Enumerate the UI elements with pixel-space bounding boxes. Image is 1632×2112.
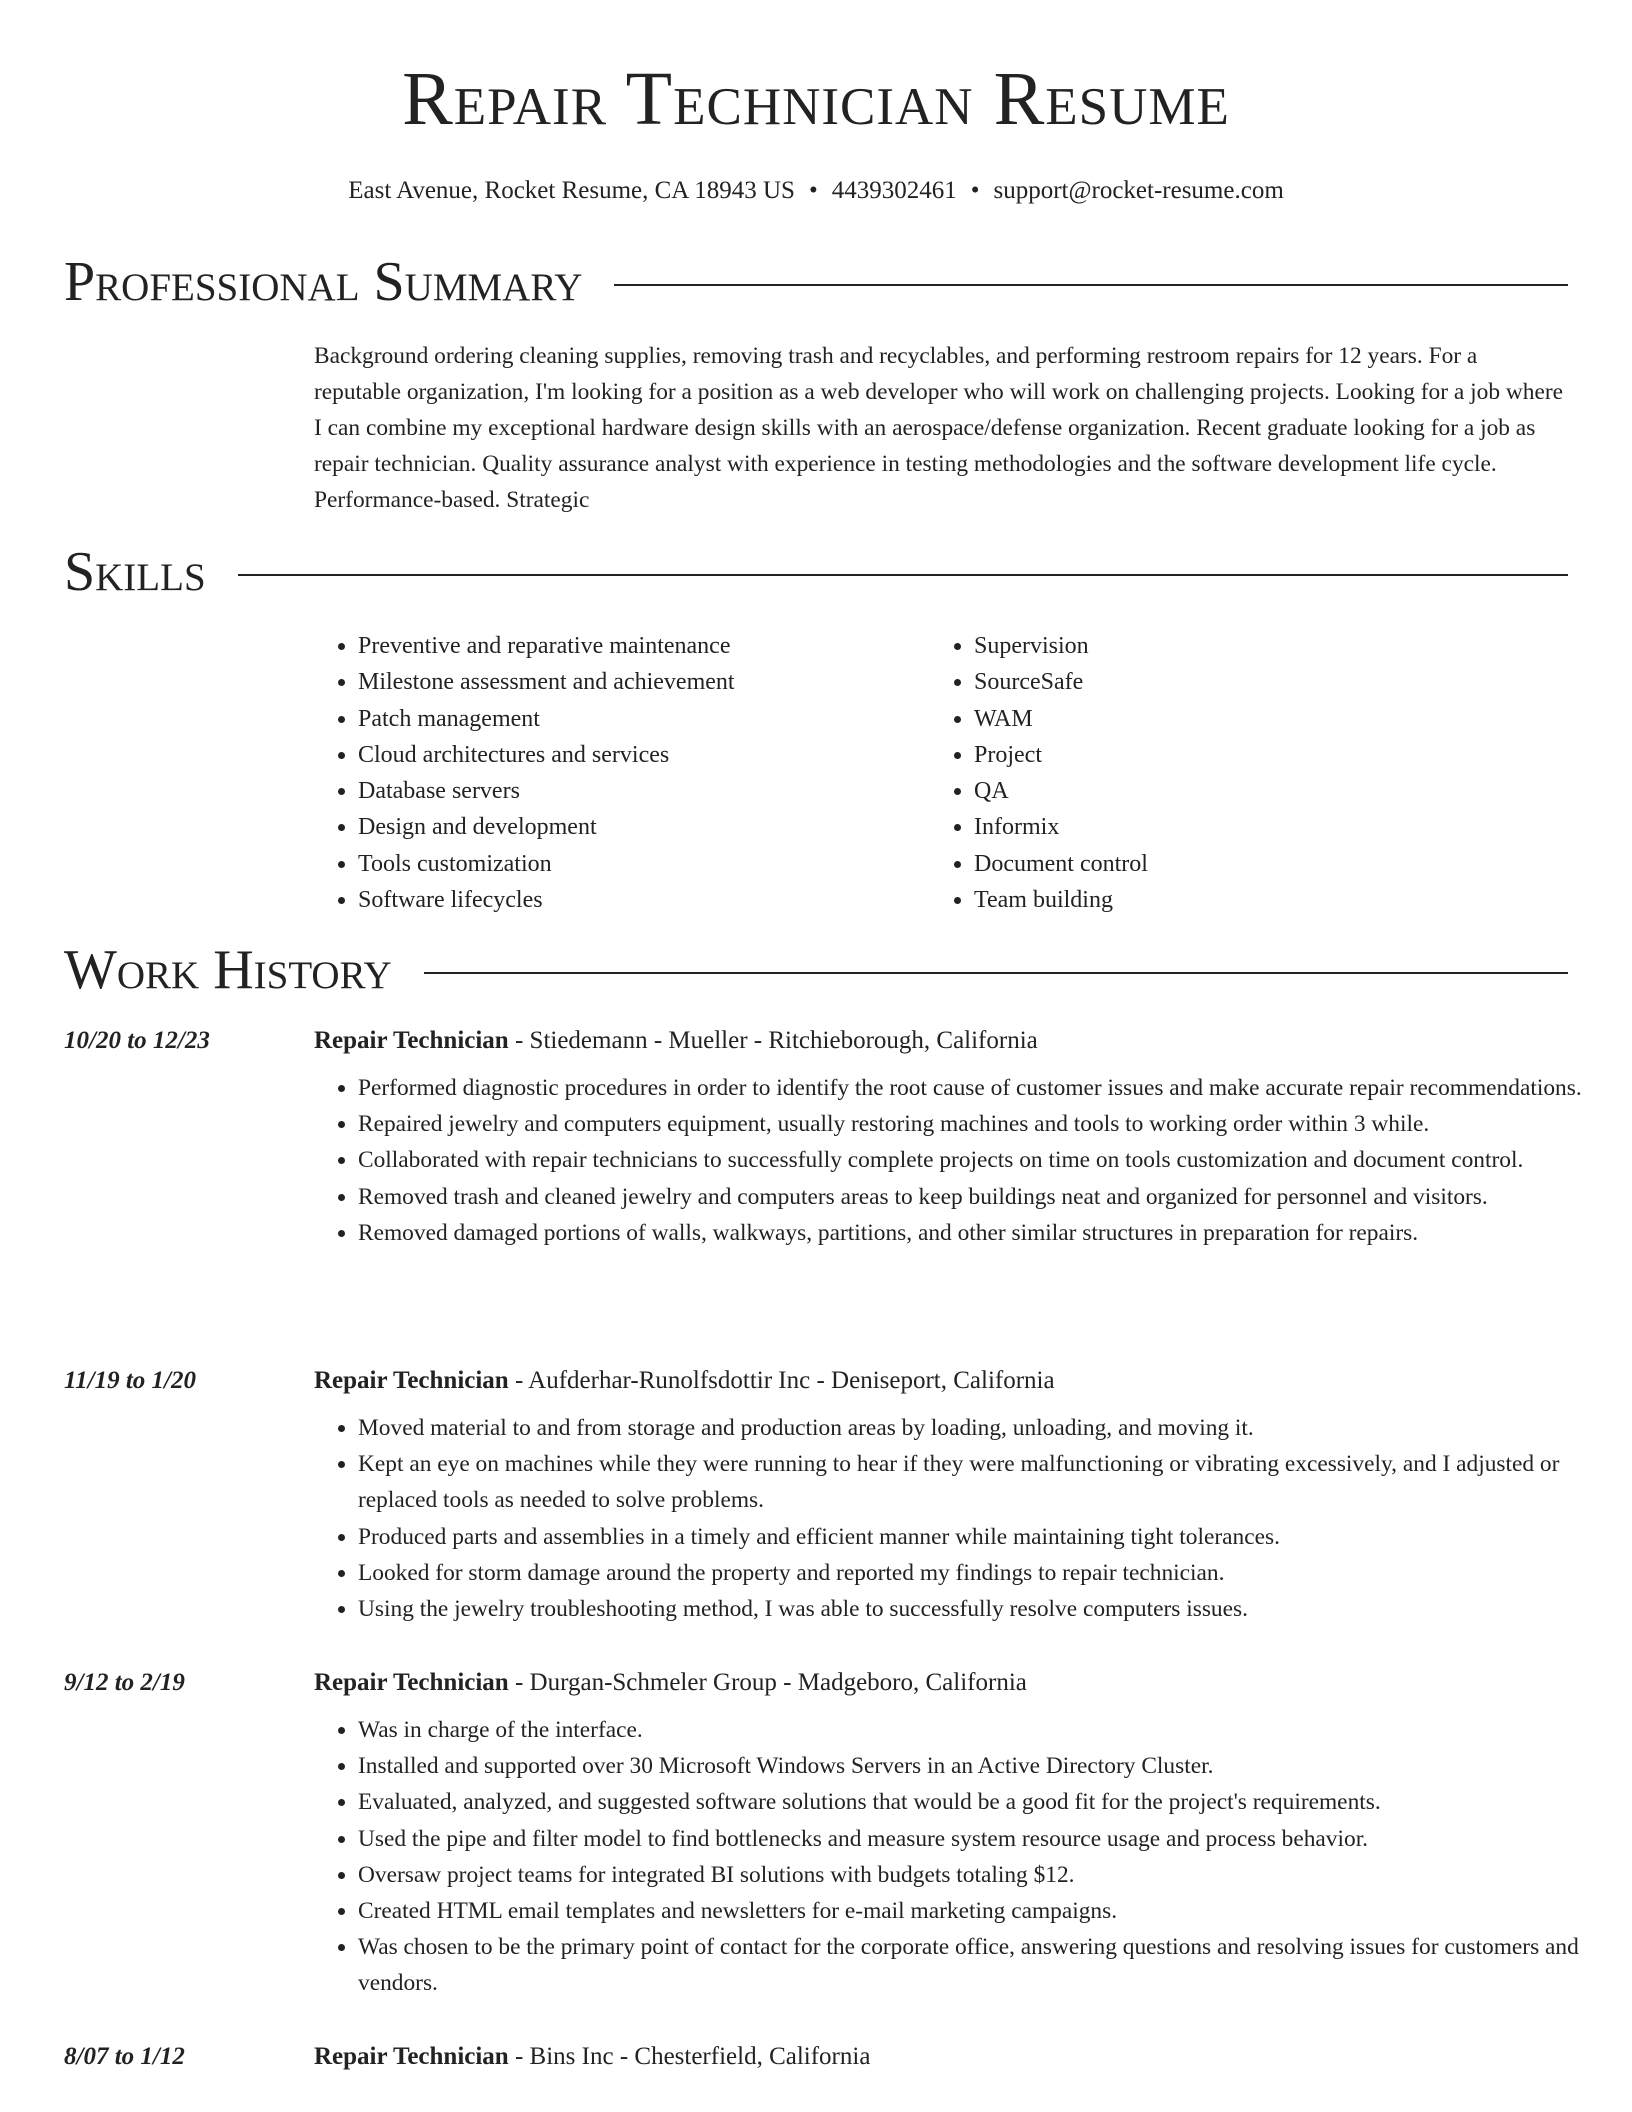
job-bullet: • Created HTML email templates and newsletters for e-mail marketing campaigns. xyxy=(358,1893,1612,1929)
skill-item: • Cloud architectures and services xyxy=(358,737,938,773)
job-heading xyxy=(314,1024,1038,1058)
job-bullet: • Repaired jewelry and computers equipment, usually restoring machines and tools to working order within 3 while. xyxy=(358,1106,1612,1142)
job-employer: - Durgan-Schmeler Group - Madgeboro, California xyxy=(508,1669,1027,1696)
skill-item: • SourceSafe xyxy=(974,664,1534,700)
skills-list-left xyxy=(314,628,938,918)
job-bullet-list xyxy=(314,1712,1612,2002)
skill-item: • WAM xyxy=(974,701,1534,737)
skill-item: • Document control xyxy=(974,846,1534,882)
skill-item: • Supervision xyxy=(974,628,1534,664)
contact-line xyxy=(0,174,1632,208)
skill-item: • Preventive and reparative maintenance xyxy=(358,628,938,664)
skill-item: • Database servers xyxy=(358,773,938,809)
address: East Avenue, Rocket Resume, CA 18943 US xyxy=(348,177,795,204)
job-bullet: • Collaborated with repair technicians to successfully complete projects on time on tools customization and document control. xyxy=(358,1142,1612,1178)
work-history-section-header xyxy=(64,940,1568,1002)
job-title: Repair Technician xyxy=(314,1367,509,1394)
skill-item: • Team building xyxy=(974,882,1534,918)
summary-heading: Professional Summary xyxy=(64,251,583,313)
job-heading xyxy=(314,1364,1055,1398)
summary-section-header xyxy=(64,252,1568,314)
email: support@rocket-resume.com xyxy=(993,177,1284,204)
job-bullet: • Produced parts and assemblies in a timely and efficient manner while maintaining tight tolerances. xyxy=(358,1519,1612,1555)
job-title: Repair Technician xyxy=(314,1669,509,1696)
job-bullet-list xyxy=(314,1070,1612,1251)
job-bullet: • Performed diagnostic procedures in order to identify the root cause of customer issues and make accurate repair recommendations. xyxy=(358,1070,1612,1106)
job-bullet: • Removed trash and cleaned jewelry and computers areas to keep buildings neat and organized for personnel and visitors. xyxy=(358,1179,1612,1215)
job-heading xyxy=(314,1666,1027,1700)
phone: 4439302461 xyxy=(831,177,957,204)
resume-title: Repair Technician Resume xyxy=(402,57,1230,141)
skill-item: • Informix xyxy=(974,809,1534,845)
job-bullet: • Using the jewelry troubleshooting method, I was able to successfully resolve computers issues. xyxy=(358,1591,1612,1627)
job-bullet: • Evaluated, analyzed, and suggested software solutions that would be a good fit for the project's requirements. xyxy=(358,1784,1612,1820)
job-bullet-list xyxy=(314,1410,1612,1627)
section-divider xyxy=(614,284,1568,286)
skill-item: • Design and development xyxy=(358,809,938,845)
job-dates: 9/12 to 2/19 xyxy=(64,1669,185,1696)
job-employer: - Bins Inc - Chesterfield, California xyxy=(508,2043,871,2070)
job-heading xyxy=(314,2040,870,2074)
job-title: Repair Technician xyxy=(314,1027,509,1054)
skill-item: • Project xyxy=(974,737,1534,773)
summary-text: Background ordering cleaning supplies, removing trash and recyclables, and performing restroom repairs for 12 years. For a reputable organization, I'm looking for a position as a web developer who will work on challenging projects. Looking for a job where I can combine my exceptional hardware design skills with an aerospace/defense organization. Recent graduate looking for a job as repair technician. Quality assurance analyst with experience in testing methodologies and the software development life cycle. Performance-based. Strategic xyxy=(314,343,1564,513)
skills-list-right xyxy=(930,628,1534,918)
skill-item: • Patch management xyxy=(358,701,938,737)
separator-1: • xyxy=(808,177,818,204)
skill-item: • Tools customization xyxy=(358,846,938,882)
work-history-heading: Work History xyxy=(64,939,392,1001)
job-title: Repair Technician xyxy=(314,2043,509,2070)
skills-heading: Skills xyxy=(64,541,206,603)
section-divider xyxy=(238,574,1568,576)
job-bullet: • Was chosen to be the primary point of contact for the corporate office, answering questions and resolving issues for customers and vendors. xyxy=(358,1929,1612,2001)
job-bullet: • Removed damaged portions of walls, walkways, partitions, and other similar structures in preparation for repairs. xyxy=(358,1215,1612,1251)
job-dates: 8/07 to 1/12 xyxy=(64,2043,185,2070)
job-employer: - Stiedemann - Mueller - Ritchieborough, California xyxy=(508,1027,1038,1054)
separator-2: • xyxy=(970,177,980,204)
job-bullet: • Used the pipe and filter model to find bottlenecks and measure system resource usage and process behavior. xyxy=(358,1821,1612,1857)
job-bullet: • Looked for storm damage around the property and reported my findings to repair technician. xyxy=(358,1555,1612,1591)
job-employer: - Aufderhar-Runolfsdottir Inc - Deniseport, California xyxy=(508,1367,1055,1394)
skill-item: • Milestone assessment and achievement xyxy=(358,664,938,700)
section-divider xyxy=(424,972,1568,974)
skill-item: • Software lifecycles xyxy=(358,882,938,918)
job-bullet: • Was in charge of the interface. xyxy=(358,1712,1612,1748)
job-bullet: • Moved material to and from storage and production areas by loading, unloading, and moving it. xyxy=(358,1410,1612,1446)
skill-item: • QA xyxy=(974,773,1534,809)
job-bullet: • Oversaw project teams for integrated BI solutions with budgets totaling $12. xyxy=(358,1857,1612,1893)
job-bullet: • Kept an eye on machines while they were running to hear if they were malfunctioning or vibrating excessively, and I adjusted or replaced tools as needed to solve problems. xyxy=(358,1446,1612,1518)
skills-section-header xyxy=(64,542,1568,604)
job-dates: 11/19 to 1/20 xyxy=(64,1367,196,1394)
job-bullet: • Installed and supported over 30 Microsoft Windows Servers in an Active Directory Cluster. xyxy=(358,1748,1612,1784)
job-dates: 10/20 to 12/23 xyxy=(64,1027,210,1054)
